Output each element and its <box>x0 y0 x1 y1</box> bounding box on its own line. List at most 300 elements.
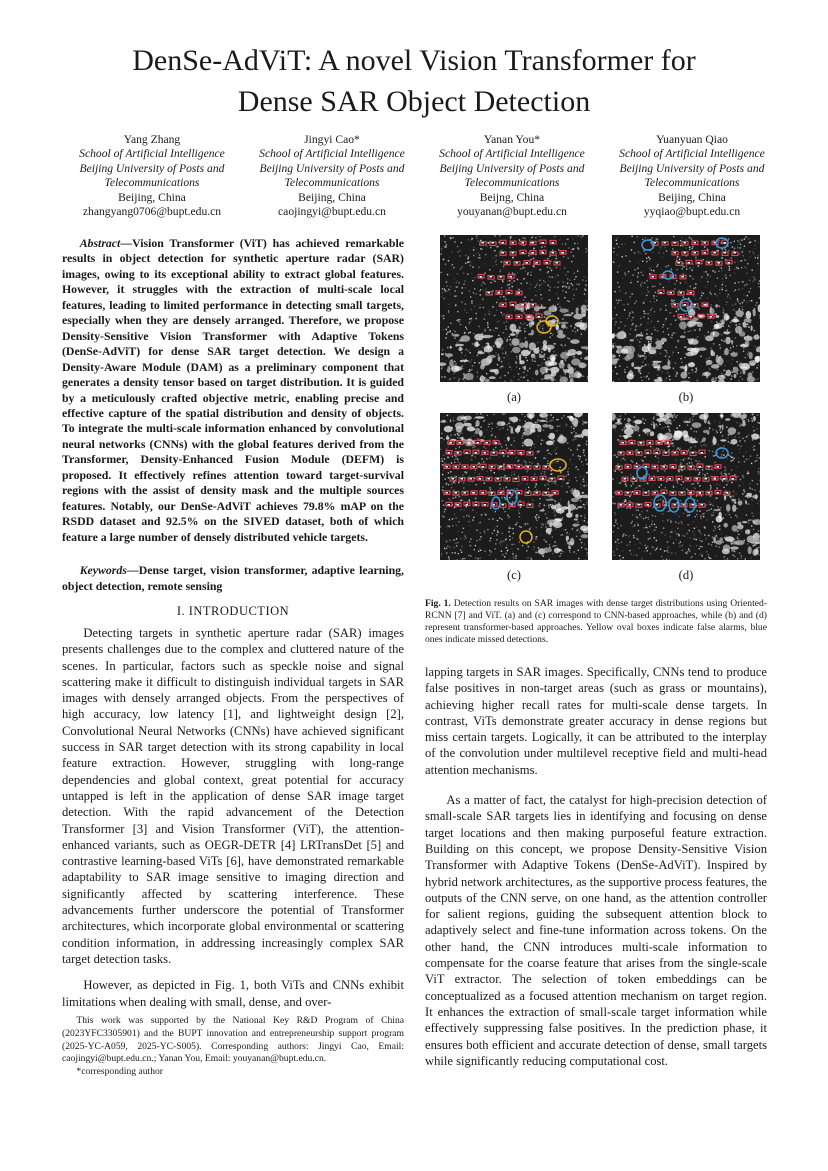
speckle-noise <box>656 296 657 297</box>
speckle-noise <box>643 518 644 519</box>
bright-scatter <box>713 509 721 511</box>
speckle-noise <box>618 379 619 380</box>
speckle-noise <box>630 544 631 545</box>
speckle-noise <box>474 347 475 348</box>
vehicle-target <box>660 478 663 480</box>
speckle-noise <box>473 435 474 436</box>
speckle-noise <box>450 414 451 415</box>
speckle-noise <box>626 485 627 486</box>
speckle-noise <box>479 474 480 475</box>
bright-scatter <box>570 538 575 546</box>
speckle-noise <box>530 351 531 352</box>
speckle-noise <box>517 279 518 280</box>
speckle-noise <box>659 252 660 253</box>
bright-scatter <box>511 338 519 346</box>
speckle-noise <box>640 259 641 260</box>
speckle-noise <box>569 279 570 280</box>
speckle-noise <box>626 463 627 464</box>
speckle-noise <box>613 248 614 249</box>
speckle-noise <box>726 484 727 485</box>
speckle-noise <box>499 542 500 543</box>
speckle-noise <box>753 545 754 546</box>
vehicle-target <box>546 262 549 264</box>
vehicle-target <box>479 478 482 480</box>
vehicle-target <box>708 466 711 468</box>
speckle-noise <box>625 413 626 414</box>
speckle-noise <box>642 239 643 240</box>
speckle-noise <box>518 373 519 374</box>
speckle-noise <box>704 474 705 475</box>
speckle-noise <box>478 267 479 268</box>
speckle-noise <box>718 527 719 528</box>
vehicle-target <box>529 504 532 506</box>
speckle-noise <box>743 255 744 256</box>
bright-scatter <box>616 332 624 339</box>
speckle-noise <box>661 484 662 485</box>
speckle-noise <box>678 352 679 353</box>
speckle-noise <box>533 549 534 550</box>
speckle-noise <box>656 239 657 240</box>
speckle-noise <box>583 481 584 482</box>
bright-scatter <box>731 439 738 445</box>
speckle-noise <box>471 303 472 304</box>
speckle-noise <box>566 239 567 240</box>
speckle-noise <box>549 256 550 257</box>
speckle-noise <box>461 552 462 553</box>
speckle-noise <box>519 459 520 460</box>
author-affiliation: Beijing University of Posts and <box>259 161 405 175</box>
speckle-noise <box>551 414 552 415</box>
speckle-noise <box>562 517 563 518</box>
speckle-noise <box>695 491 696 492</box>
speckle-noise <box>616 478 617 479</box>
speckle-noise <box>556 462 557 463</box>
speckle-noise <box>548 484 549 485</box>
speckle-noise <box>682 545 683 546</box>
speckle-noise <box>449 558 450 559</box>
speckle-noise <box>583 276 584 277</box>
bright-scatter <box>559 309 568 313</box>
speckle-noise <box>654 537 655 538</box>
speckle-noise <box>514 465 515 466</box>
speckle-noise <box>518 476 519 477</box>
speckle-noise <box>509 539 510 540</box>
speckle-noise <box>470 369 471 370</box>
speckle-noise <box>525 489 526 490</box>
speckle-noise <box>457 251 458 252</box>
bright-scatter <box>444 426 453 433</box>
speckle-noise <box>647 434 648 435</box>
speckle-noise <box>582 376 583 377</box>
bright-scatter <box>551 356 555 363</box>
vehicle-target <box>688 262 691 264</box>
speckle-noise <box>450 293 451 294</box>
speckle-noise <box>525 461 526 462</box>
bright-scatter <box>543 344 548 351</box>
speckle-noise <box>695 446 696 447</box>
speckle-noise <box>673 445 674 446</box>
speckle-noise <box>486 429 487 430</box>
speckle-noise <box>661 371 662 372</box>
speckle-noise <box>724 341 725 342</box>
speckle-noise <box>628 271 629 272</box>
speckle-noise <box>504 375 505 376</box>
speckle-noise <box>667 519 668 520</box>
speckle-noise <box>637 281 638 282</box>
speckle-noise <box>533 258 534 259</box>
speckle-noise <box>451 455 452 456</box>
speckle-noise <box>759 297 760 298</box>
speckle-noise <box>511 476 512 477</box>
speckle-noise <box>518 289 519 290</box>
vehicle-target <box>690 466 693 468</box>
speckle-noise <box>640 284 641 285</box>
vehicle-target <box>464 466 467 468</box>
speckle-noise <box>749 280 750 281</box>
speckle-noise <box>573 439 574 440</box>
vehicle-target <box>502 504 505 506</box>
speckle-noise <box>503 357 504 358</box>
speckle-noise <box>527 471 528 472</box>
bright-scatter <box>725 418 730 421</box>
speckle-noise <box>654 301 655 302</box>
speckle-noise <box>636 509 637 510</box>
speckle-noise <box>453 420 454 421</box>
speckle-noise <box>481 285 482 286</box>
speckle-noise <box>669 312 670 313</box>
speckle-noise <box>521 283 522 284</box>
bright-scatter <box>751 434 759 440</box>
speckle-noise <box>443 318 444 319</box>
speckle-noise <box>566 491 567 492</box>
speckle-noise <box>455 456 456 457</box>
speckle-noise <box>472 366 473 367</box>
speckle-noise <box>584 504 585 505</box>
speckle-noise <box>759 457 760 458</box>
speckle-noise <box>454 434 455 435</box>
speckle-noise <box>540 364 541 365</box>
speckle-noise <box>478 326 479 327</box>
speckle-noise <box>696 510 697 511</box>
speckle-noise <box>615 287 616 288</box>
speckle-noise <box>747 263 748 264</box>
speckle-noise <box>503 332 504 333</box>
speckle-noise <box>756 302 757 303</box>
speckle-noise <box>670 522 671 523</box>
speckle-noise <box>507 550 508 551</box>
speckle-noise <box>476 495 477 496</box>
speckle-noise <box>753 277 754 278</box>
bright-scatter <box>461 416 467 419</box>
speckle-noise <box>550 333 551 334</box>
speckle-noise <box>564 544 565 545</box>
vehicle-target <box>493 452 496 454</box>
speckle-noise <box>614 554 615 555</box>
speckle-noise <box>736 466 737 467</box>
speckle-noise <box>649 273 650 274</box>
speckle-noise <box>618 300 619 301</box>
speckle-noise <box>568 480 569 481</box>
speckle-noise <box>489 311 490 312</box>
speckle-noise <box>567 471 568 472</box>
vehicle-target <box>542 252 545 254</box>
vehicle-target <box>455 492 458 494</box>
speckle-noise <box>481 458 482 459</box>
speckle-noise <box>461 546 462 547</box>
vehicle-target <box>705 478 708 480</box>
speckle-noise <box>442 490 443 491</box>
speckle-noise <box>615 318 616 319</box>
speckle-noise <box>494 331 495 332</box>
speckle-noise <box>461 302 462 303</box>
speckle-noise <box>646 525 647 526</box>
speckle-noise <box>630 344 631 345</box>
speckle-noise <box>657 264 658 265</box>
speckle-noise <box>758 283 759 284</box>
speckle-noise <box>734 282 735 283</box>
speckle-noise <box>514 440 515 441</box>
speckle-noise <box>636 449 637 450</box>
speckle-noise <box>574 243 575 244</box>
speckle-noise <box>583 450 584 451</box>
speckle-noise <box>476 530 477 531</box>
speckle-noise <box>724 338 725 339</box>
speckle-noise <box>693 534 694 535</box>
speckle-noise <box>624 459 625 460</box>
bright-scatter <box>528 333 532 335</box>
speckle-noise <box>491 312 492 313</box>
speckle-noise <box>554 236 555 237</box>
speckle-noise <box>473 255 474 256</box>
speckle-noise <box>664 550 665 551</box>
speckle-noise <box>710 495 711 496</box>
speckle-noise <box>657 375 658 376</box>
vehicle-target <box>624 478 627 480</box>
vehicle-target <box>532 242 535 244</box>
speckle-noise <box>736 345 737 346</box>
speckle-noise <box>482 282 483 283</box>
speckle-noise <box>742 251 743 252</box>
speckle-noise <box>509 343 510 344</box>
speckle-noise <box>520 527 521 528</box>
speckle-noise <box>752 420 753 421</box>
speckle-noise <box>550 420 551 421</box>
speckle-noise <box>684 489 685 490</box>
speckle-noise <box>675 553 676 554</box>
speckle-noise <box>736 267 737 268</box>
speckle-noise <box>625 274 626 275</box>
speckle-noise <box>464 510 465 511</box>
speckle-noise <box>585 459 586 460</box>
speckle-noise <box>463 487 464 488</box>
speckle-noise <box>497 532 498 533</box>
speckle-noise <box>670 520 671 521</box>
bright-scatter <box>682 430 688 437</box>
speckle-noise <box>734 551 735 552</box>
speckle-noise <box>538 239 539 240</box>
speckle-noise <box>514 474 515 475</box>
speckle-noise <box>702 473 703 474</box>
bright-scatter <box>542 548 552 553</box>
speckle-noise <box>693 483 694 484</box>
speckle-noise <box>666 559 667 560</box>
speckle-noise <box>555 354 556 355</box>
speckle-noise <box>757 378 758 379</box>
speckle-noise <box>738 242 739 243</box>
speckle-noise <box>698 474 699 475</box>
vehicle-target <box>708 492 711 494</box>
speckle-noise <box>499 271 500 272</box>
speckle-noise <box>447 457 448 458</box>
speckle-noise <box>545 455 546 456</box>
speckle-noise <box>709 501 710 502</box>
speckle-noise <box>478 252 479 253</box>
speckle-noise <box>617 523 618 524</box>
speckle-noise <box>738 282 739 283</box>
vehicle-target <box>466 452 469 454</box>
speckle-noise <box>748 351 749 352</box>
speckle-noise <box>634 337 635 338</box>
speckle-noise <box>504 337 505 338</box>
speckle-noise <box>701 295 702 296</box>
speckle-noise <box>515 497 516 498</box>
speckle-noise <box>535 483 536 484</box>
speckle-noise <box>480 532 481 533</box>
vehicle-target <box>475 504 478 506</box>
speckle-noise <box>499 484 500 485</box>
speckle-noise <box>724 473 725 474</box>
speckle-noise <box>624 243 625 244</box>
vehicle-target <box>714 478 717 480</box>
speckle-noise <box>516 277 517 278</box>
speckle-noise <box>676 460 677 461</box>
speckle-noise <box>748 520 749 521</box>
speckle-noise <box>671 299 672 300</box>
speckle-noise <box>499 235 500 236</box>
bright-scatter <box>720 415 724 417</box>
speckle-noise <box>686 283 687 284</box>
vehicle-target <box>656 452 659 454</box>
speckle-noise <box>528 487 529 488</box>
speckle-noise <box>636 325 637 326</box>
speckle-noise <box>584 520 585 521</box>
speckle-noise <box>721 287 722 288</box>
speckle-noise <box>519 239 520 240</box>
speckle-noise <box>549 544 550 545</box>
speckle-noise <box>451 462 452 463</box>
speckle-noise <box>693 521 694 522</box>
speckle-noise <box>679 289 680 290</box>
speckle-noise <box>464 280 465 281</box>
speckle-noise <box>582 465 583 466</box>
speckle-noise <box>716 321 717 322</box>
speckle-noise <box>447 415 448 416</box>
bright-scatter <box>731 340 734 344</box>
speckle-noise <box>501 551 502 552</box>
speckle-noise <box>545 541 546 542</box>
speckle-noise <box>479 548 480 549</box>
speckle-noise <box>631 319 632 320</box>
speckle-noise <box>614 291 615 292</box>
speckle-noise <box>642 261 643 262</box>
speckle-noise <box>492 434 493 435</box>
speckle-noise <box>503 266 504 267</box>
vehicle-target <box>482 242 485 244</box>
speckle-noise <box>535 237 536 238</box>
speckle-noise <box>568 307 569 308</box>
speckle-noise <box>539 503 540 504</box>
speckle-noise <box>495 559 496 560</box>
speckle-noise <box>497 530 498 531</box>
speckle-noise <box>738 432 739 433</box>
speckle-noise <box>450 322 451 323</box>
speckle-noise <box>456 538 457 539</box>
author-location: Beijing, China <box>658 190 726 204</box>
speckle-noise <box>469 541 470 542</box>
vehicle-target <box>488 292 491 294</box>
bright-scatter <box>657 433 663 441</box>
speckle-noise <box>737 244 738 245</box>
speckle-noise <box>659 424 660 425</box>
speckle-noise <box>656 448 657 449</box>
speckle-noise <box>658 463 659 464</box>
speckle-noise <box>639 514 640 515</box>
bright-scatter <box>739 363 744 368</box>
speckle-noise <box>473 292 474 293</box>
speckle-noise <box>754 245 755 246</box>
speckle-noise <box>508 363 509 364</box>
speckle-noise <box>545 458 546 459</box>
speckle-noise <box>464 539 465 540</box>
speckle-noise <box>527 370 528 371</box>
speckle-noise <box>511 548 512 549</box>
speckle-noise <box>692 246 693 247</box>
vehicle-target <box>511 452 514 454</box>
speckle-noise <box>515 274 516 275</box>
speckle-noise <box>443 505 444 506</box>
speckle-noise <box>457 526 458 527</box>
speckle-noise <box>473 247 474 248</box>
bright-scatter <box>524 439 534 447</box>
speckle-noise <box>670 518 671 519</box>
speckle-noise <box>579 458 580 459</box>
speckle-noise <box>680 462 681 463</box>
author-name: Yuanyuan Qiao <box>656 133 728 146</box>
speckle-noise <box>516 457 517 458</box>
speckle-noise <box>627 367 628 368</box>
speckle-noise <box>663 324 664 325</box>
author-affiliation: Beijing University of Posts and <box>619 161 765 175</box>
speckle-noise <box>713 530 714 531</box>
speckle-noise <box>471 359 472 360</box>
speckle-noise <box>681 268 682 269</box>
speckle-noise <box>586 322 587 323</box>
speckle-noise <box>442 316 443 317</box>
speckle-noise <box>686 315 687 316</box>
speckle-noise <box>737 536 738 537</box>
speckle-noise <box>456 545 457 546</box>
speckle-noise <box>558 249 559 250</box>
speckle-noise <box>471 545 472 546</box>
speckle-noise <box>711 304 712 305</box>
speckle-noise <box>581 320 582 321</box>
speckle-noise <box>695 488 696 489</box>
speckle-noise <box>625 255 626 256</box>
speckle-noise <box>714 293 715 294</box>
speckle-noise <box>556 461 557 462</box>
speckle-noise <box>715 497 716 498</box>
speckle-noise <box>620 300 621 301</box>
